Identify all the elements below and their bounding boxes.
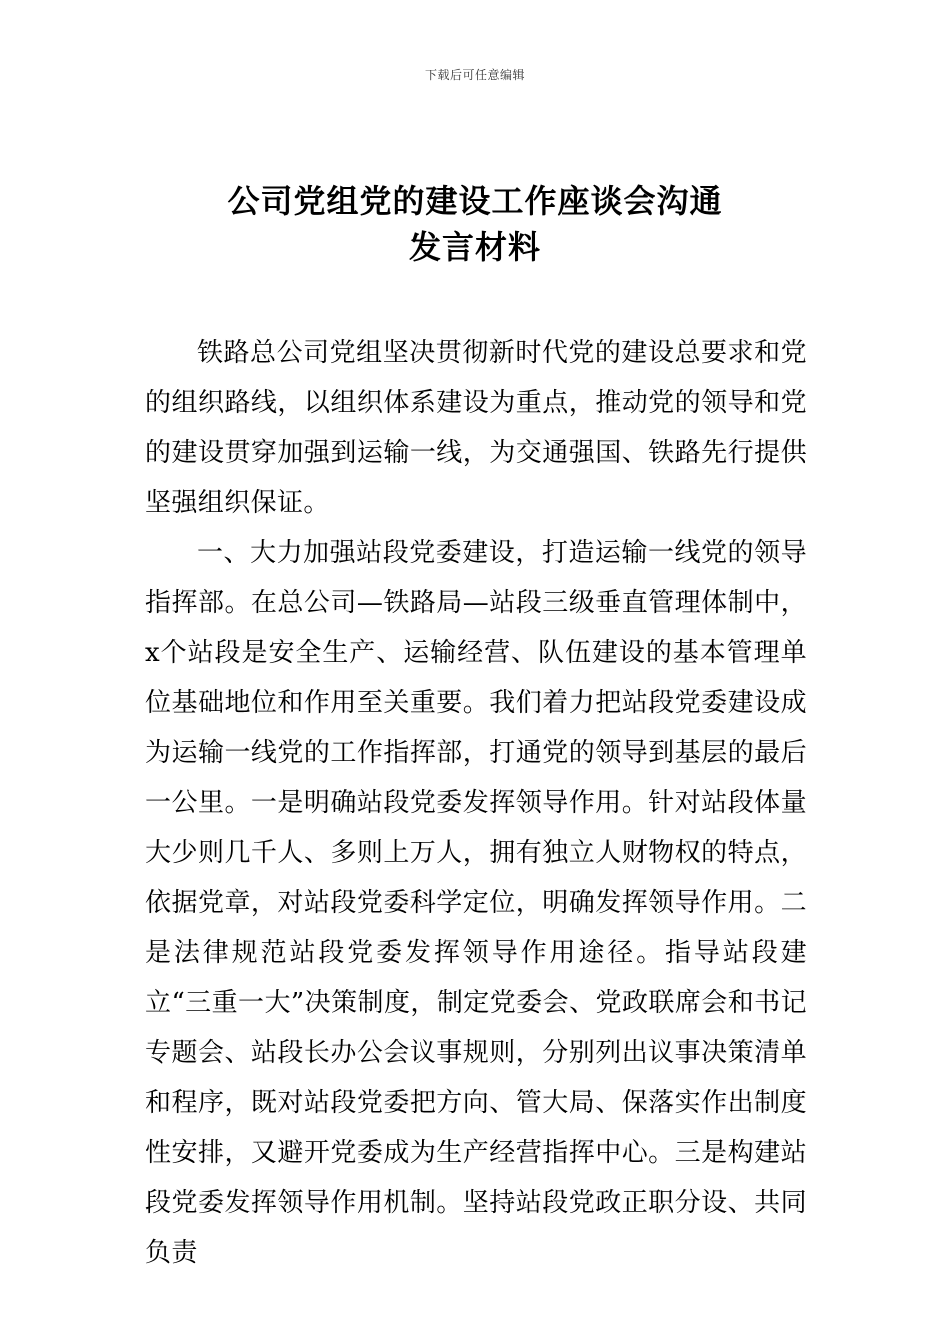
document-body — [145, 328, 807, 1278]
paragraph-intro: 铁路总公司党组坚决贯彻新时代党的建设总要求和党的组织路线，以组织体系建设为重点，推动党的领导和党的建设贯穿加强到运输一线，为交通强国、铁路先行提供坚强组织保证。 — [145, 338, 807, 518]
page-header-note: 下载后可任意编辑 — [424, 68, 525, 82]
document-title — [0, 178, 950, 270]
title-line-2: 发言材料 — [408, 228, 541, 266]
paragraph-section-1: 一、大力加强站段党委建设，打造运输一线党的领导指挥部。在总公司—铁路局—站段三级垂直管理体制中，x个站段是安全生产、运输经营、队伍建设的基本管理单位基础地位和作用至关重要。我们着力把站段党委建设成为运输一线党的工作指挥部，打通党的领导到基层的最后一公里。一是明确站段党委发挥领导作用。针对站段体量大少则几千人、多则上万人，拥有独立人财物权的特点，依据党章，对站段党委科学定位，明确发挥领导作用。二是法律规范站段党委发挥领导作用途径。指导站段建立“三重一大”决策制度，制定党委会、党政联席会和书记专题会、站段长办公会议事规则，分别列出议事决策清单和程序，既对站段党委把方向、管大局、保落实作出制度性安排，又避开党委成为生产经营指挥中心。三是构建站段党委发挥领导作用机制。坚持站段党政正职分设、共同负责 — [145, 538, 807, 1268]
title-line-1: 公司党组党的建设工作座谈会沟通 — [227, 182, 723, 220]
